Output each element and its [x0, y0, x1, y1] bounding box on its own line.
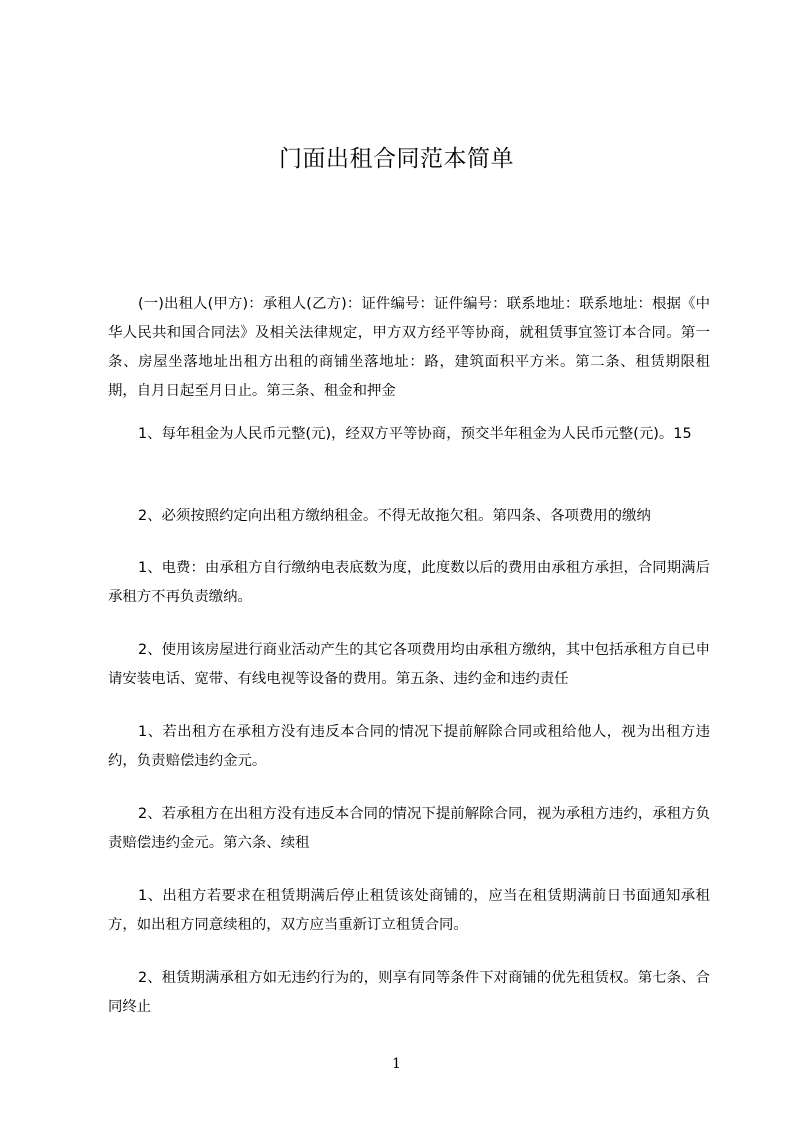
paragraph-rent-amount: 1、每年租金为人民币元整(元)，经双方平等协商，预交半年租金为人民币元整(元)。15 — [138, 426, 692, 442]
paragraph-parties: (一)出租人(甲方)：承租人(乙方)：证件编号：证件编号：联系地址：联系地址：根据《中华人民共和国合同法》及相关法律规定，甲方双方经平等协商，就租赁事宜签订本合同。第一条、房屋坐落地址出租方出租的商铺坐落地址：路，建筑面积平方米。第二条、租赁期限租期，自月日起至月日止。第三条、租金和押金 — [108, 296, 710, 399]
paragraph-other-fees: 2、使用该房屋进行商业活动产生的其它各项费用均由承租方缴纳，其中包括承租方自已申请安装电话、宽带、有线电视等设备的费用。第五条、违约金和违约责任 — [108, 642, 710, 687]
paragraph-renewal-notice: 1、出租方若要求在租赁期满后停止租赁该处商铺的，应当在租赁期满前日书面通知承租方，如出租方同意续租的，双方应当重新订立租赁合同。 — [108, 888, 710, 933]
page-number: 1 — [392, 1056, 401, 1072]
document-title: 门面出租合同范本简单 — [279, 146, 514, 172]
paragraph-rent-payment: 2、必须按照约定向出租方缴纳租金。不得无故拖欠租。第四条、各项费用的缴纳 — [138, 508, 651, 524]
paragraph-priority-lease: 2、租赁期满承租方如无违约行为的，则享有同等条件下对商铺的优先租赁权。第七条、合同终止 — [108, 970, 710, 1015]
paragraph-electricity: 1、电费：由承租方自行缴纳电表底数为度，此度数以后的费用由承租方承担，合同期满后承租方不再负责缴纳。 — [108, 560, 710, 605]
paragraph-lessee-breach: 2、若承租方在出租方没有违反本合同的情况下提前解除合同，视为承租方违约，承租方负责赔偿违约金元。第六条、续租 — [108, 806, 710, 851]
paragraph-lessor-breach: 1、若出租方在承租方没有违反本合同的情况下提前解除合同或租给他人，视为出租方违约，负责赔偿违约金元。 — [108, 724, 710, 769]
